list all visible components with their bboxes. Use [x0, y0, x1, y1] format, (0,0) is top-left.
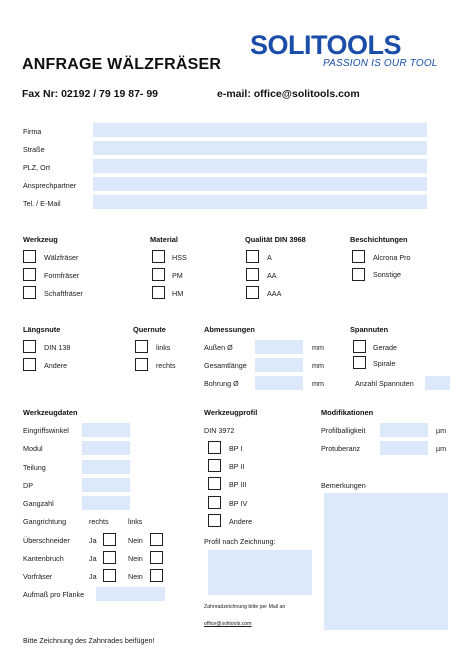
modul-label: Modul — [23, 444, 43, 453]
gesamtlaenge-unit: mm — [312, 361, 324, 370]
profilballigkeit-label: Profilballigkeit — [321, 426, 366, 435]
bp4-label: BP IV — [229, 499, 248, 508]
page-title: ANFRAGE WÄLZFRÄSER — [22, 56, 222, 73]
profilballigkeit-field[interactable] — [380, 423, 428, 437]
bp1-checkbox[interactable] — [208, 441, 221, 454]
kantenbruch-ja-checkbox[interactable] — [103, 551, 116, 564]
din138-label: DIN 138 — [44, 343, 71, 352]
label-firma: Firma — [23, 127, 42, 136]
din3972-label: DIN 3972 — [204, 426, 235, 435]
anzahl-spannuten-label: Anzahl Spannuten — [355, 379, 414, 388]
dp-label: DP — [23, 481, 33, 490]
protuberanz-unit: µm — [436, 444, 447, 453]
label-strasse: Straße — [23, 145, 45, 154]
alcrona-pro-checkbox[interactable] — [352, 250, 365, 263]
bemerkungen-field[interactable] — [324, 493, 448, 630]
laengsnute-andere-label: Andere — [44, 361, 68, 370]
spirale-label: Spirale — [373, 359, 396, 368]
teilung-field[interactable] — [82, 460, 130, 474]
teilung-label: Teilung — [23, 463, 46, 472]
hss-label: HSS — [172, 253, 187, 262]
label-tel-email: Tel. / E-Mail — [23, 199, 61, 208]
quality-aa-label: AA — [267, 271, 277, 280]
quernute-links-checkbox[interactable] — [135, 340, 148, 353]
plz-ort-field[interactable] — [93, 159, 427, 173]
kantenbruch-nein-checkbox[interactable] — [150, 551, 163, 564]
ueberschneider-nein-checkbox[interactable] — [150, 533, 163, 546]
gangzahl-field[interactable] — [82, 496, 130, 510]
waelzfraeser-label: Wälzfräser — [44, 253, 79, 262]
fax-number: Fax Nr: 02192 / 79 19 87- 99 — [22, 88, 159, 100]
zeichnung-note: Zahnradzeichnung bitte per Mail an — [204, 604, 286, 610]
bohrung-dm-label: Bohrung Ø — [204, 379, 239, 388]
tel-email-field[interactable] — [93, 195, 427, 209]
hss-checkbox[interactable] — [152, 250, 165, 263]
pm-label: PM — [172, 271, 183, 280]
logo-slogan: PASSION IS OUR TOOL — [323, 58, 438, 69]
strasse-field[interactable] — [93, 141, 427, 155]
gesamtlaenge-field[interactable] — [255, 358, 303, 372]
aussen-dm-field[interactable] — [255, 340, 303, 354]
werkzeugdaten-heading: Werkzeugdaten — [23, 408, 78, 417]
modifikationen-heading: Modifikationen — [321, 408, 374, 417]
vorfraeser-label: Vorfräser — [23, 572, 53, 581]
solitools-logo — [250, 30, 440, 72]
ueberschneider-ja-checkbox[interactable] — [103, 533, 116, 546]
laengsnute-andere-checkbox[interactable] — [23, 358, 36, 371]
bp2-checkbox[interactable] — [208, 459, 221, 472]
laengsnute-heading: Längsnute — [23, 325, 61, 334]
logo-wordmark: SOLITOOLS — [250, 30, 402, 60]
bp1-label: BP I — [229, 444, 243, 453]
profil-andere-label: Andere — [229, 517, 253, 526]
vorfraeser-ja-checkbox[interactable] — [103, 569, 116, 582]
kantenbruch-label: Kantenbruch — [23, 554, 64, 563]
gerade-label: Gerade — [373, 343, 397, 352]
gangrichtung-rechts-label: rechts — [89, 517, 109, 526]
gangzahl-label: Gangzahl — [23, 499, 54, 508]
sonstige-label: Sonstige — [373, 270, 401, 279]
aufmass-field[interactable] — [96, 587, 165, 601]
bp3-label: BP III — [229, 480, 247, 489]
formfraeser-checkbox[interactable] — [23, 268, 36, 281]
pm-checkbox[interactable] — [152, 268, 165, 281]
hm-checkbox[interactable] — [152, 286, 165, 299]
schaftfraeser-label: Schaftfräser — [44, 289, 83, 298]
vorfraeser-nein-label: Nein — [128, 572, 143, 581]
quality-aaa-checkbox[interactable] — [246, 286, 259, 299]
email-address: e-mail: office@solitools.com — [217, 88, 360, 100]
quernute-rechts-label: rechts — [156, 361, 176, 370]
footer-note: Bitte Zeichnung des Zahnrades beifügen! — [23, 636, 155, 645]
kantenbruch-ja-label: Ja — [89, 554, 97, 563]
spannuten-heading: Spannuten — [350, 325, 389, 334]
hm-label: HM — [172, 289, 184, 298]
qualitaet-heading: Qualität DIN 3968 — [245, 235, 306, 244]
modul-field[interactable] — [82, 441, 130, 455]
beschichtungen-heading: Beschichtungen — [350, 235, 408, 244]
profil-zeichnung-label: Profil nach Zeichnung: — [204, 537, 276, 546]
profilballigkeit-unit: µm — [436, 426, 447, 435]
gangrichtung-label: Gangrichtung — [23, 517, 67, 526]
profil-zeichnung-field[interactable] — [208, 550, 312, 595]
zeichnung-email-link[interactable]: office@solitools.com — [204, 621, 252, 627]
vorfraeser-nein-checkbox[interactable] — [150, 569, 163, 582]
sonstige-checkbox[interactable] — [352, 268, 365, 281]
formfraeser-label: Formfräser — [44, 271, 80, 280]
label-plz-ort: PLZ, Ort — [23, 163, 51, 172]
quality-aa-checkbox[interactable] — [246, 268, 259, 281]
bemerkungen-label: Bemerkungen — [321, 481, 366, 490]
spirale-checkbox[interactable] — [353, 356, 366, 369]
bp4-checkbox[interactable] — [208, 496, 221, 509]
aufmass-label: Aufmaß pro Flanke — [23, 590, 85, 599]
bohrung-dm-unit: mm — [312, 379, 324, 388]
ansprechpartner-field[interactable] — [93, 177, 427, 191]
kantenbruch-nein-label: Nein — [128, 554, 143, 563]
bp3-checkbox[interactable] — [208, 477, 221, 490]
aussen-dm-label: Außen Ø — [204, 343, 233, 352]
eingriffswinkel-field[interactable] — [82, 423, 130, 437]
gesamtlaenge-label: Gesamtlänge — [204, 361, 247, 370]
bohrung-dm-field[interactable] — [255, 376, 303, 390]
gerade-checkbox[interactable] — [353, 340, 366, 353]
protuberanz-label: Protuberanz — [321, 444, 361, 453]
ueberschneider-nein-label: Nein — [128, 536, 143, 545]
quality-a-label: A — [267, 253, 272, 262]
anzahl-spannuten-field[interactable] — [425, 376, 450, 390]
waelzfraeser-checkbox[interactable] — [23, 250, 36, 263]
alcrona-pro-label: Alcrona Pro — [373, 253, 411, 262]
firma-field[interactable] — [93, 123, 427, 137]
werkzeugprofil-heading: Werkzeugprofil — [204, 408, 258, 417]
ueberschneider-label: Überschneider — [23, 536, 70, 545]
gangrichtung-links-label: links — [128, 517, 143, 526]
material-heading: Material — [150, 235, 178, 244]
protuberanz-field[interactable] — [380, 441, 428, 455]
din138-checkbox[interactable] — [23, 340, 36, 353]
quernute-heading: Quernute — [133, 325, 166, 334]
profil-andere-checkbox[interactable] — [208, 514, 221, 527]
quernute-links-label: links — [156, 343, 171, 352]
aussen-dm-unit: mm — [312, 343, 324, 352]
quality-aaa-label: AAA — [267, 289, 282, 298]
vorfraeser-ja-label: Ja — [89, 572, 97, 581]
label-ansprechpartner: Ansprechpartner — [23, 181, 77, 190]
schaftfraeser-checkbox[interactable] — [23, 286, 36, 299]
eingriffswinkel-label: Eingriffswinkel — [23, 426, 69, 435]
abmessungen-heading: Abmessungen — [204, 325, 255, 334]
ueberschneider-ja-label: Ja — [89, 536, 97, 545]
quernute-rechts-checkbox[interactable] — [135, 358, 148, 371]
werkzeug-heading: Werkzeug — [23, 235, 58, 244]
quality-a-checkbox[interactable] — [246, 250, 259, 263]
bp2-label: BP II — [229, 462, 245, 471]
dp-field[interactable] — [82, 478, 130, 492]
